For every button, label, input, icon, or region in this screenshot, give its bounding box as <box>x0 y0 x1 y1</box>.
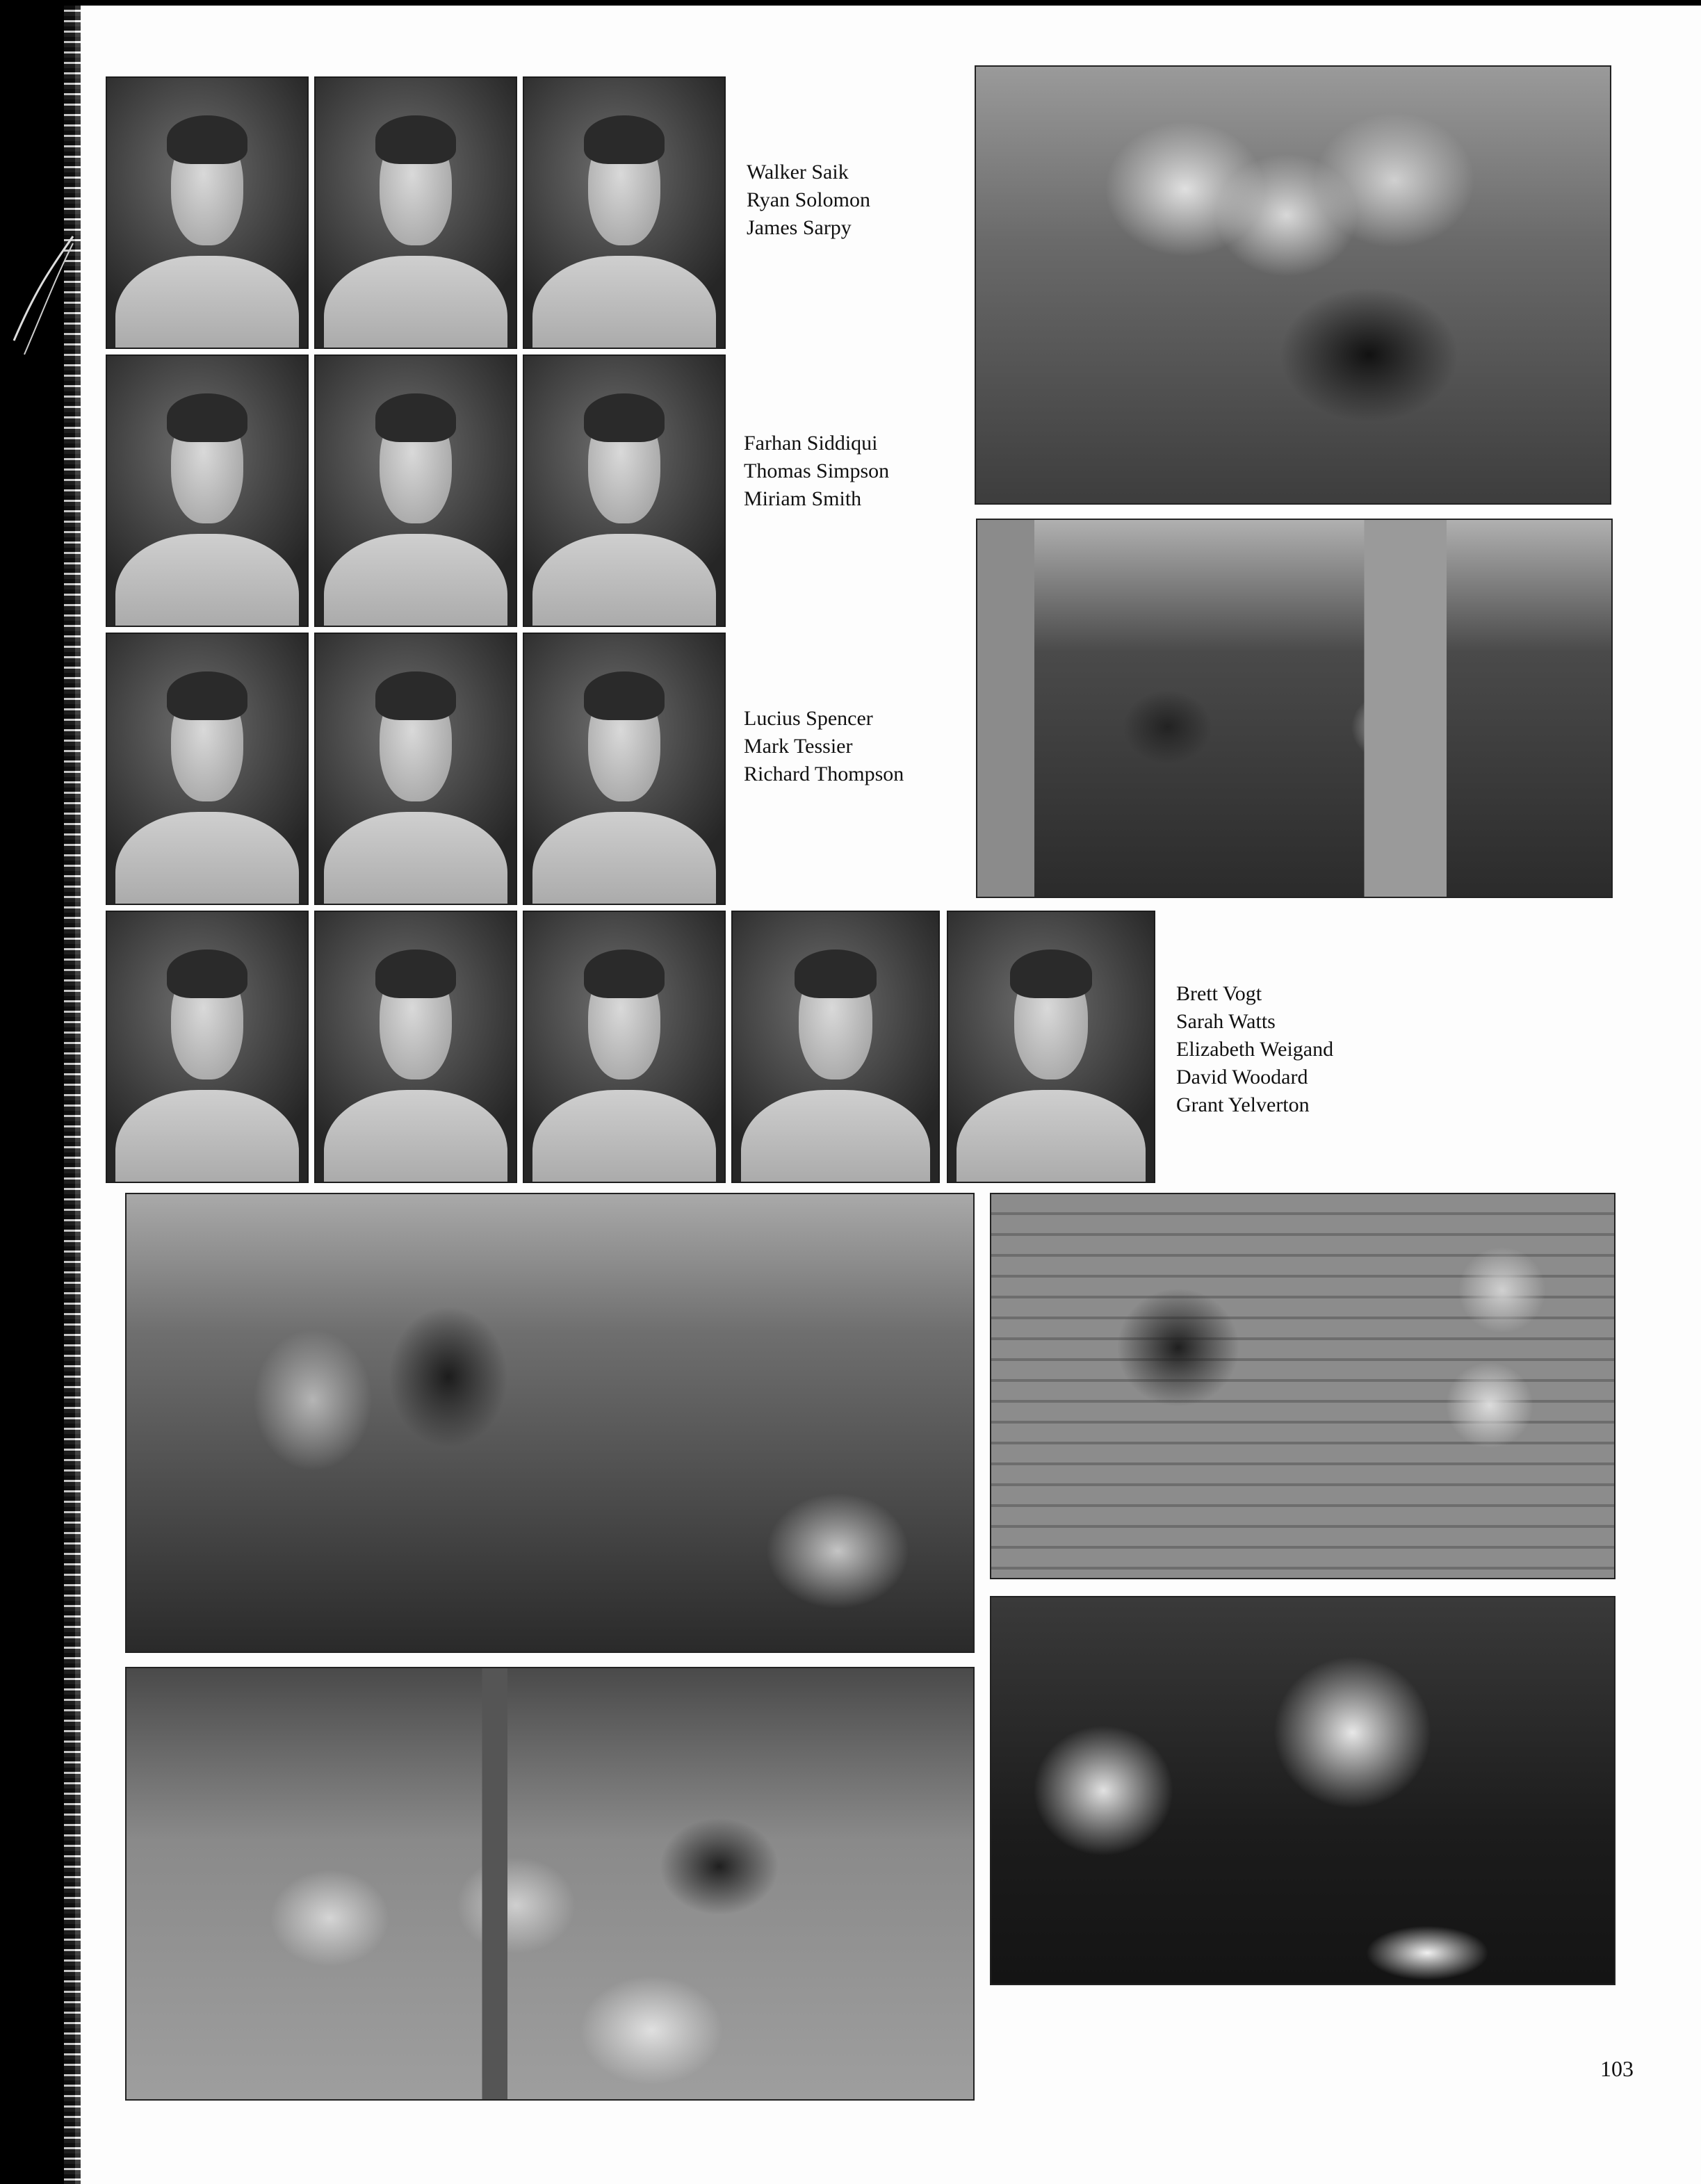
names-row-3 <box>744 705 904 788</box>
student-name: Lucius Spencer <box>744 707 873 730</box>
photo-two-girls-smiling <box>990 1596 1615 1985</box>
student-name: Thomas Simpson <box>744 459 890 482</box>
portrait-walker-saik <box>106 76 309 349</box>
portrait-grant-yelverton <box>947 911 1155 1183</box>
student-name: Sarah Watts <box>1176 1010 1276 1033</box>
photo-students-against-brick-wall <box>990 1193 1615 1579</box>
page-number: 103 <box>1600 2056 1634 2081</box>
photo-students-talking-courtyard <box>125 1193 975 1653</box>
portrait-miriam-smith <box>523 355 726 627</box>
portrait-brett-vogt <box>106 911 309 1183</box>
portrait-elizabeth-weigand <box>523 911 726 1183</box>
student-name: Miriam Smith <box>744 487 862 510</box>
portrait-james-sarpy <box>523 76 726 349</box>
photo-students-by-brick-pillar <box>976 519 1613 898</box>
portrait-ryan-solomon <box>314 76 517 349</box>
student-name: James Sarpy <box>747 216 852 239</box>
student-name: Grant Yelverton <box>1176 1093 1310 1116</box>
portrait-david-woodard <box>731 911 940 1183</box>
portrait-sarah-watts <box>314 911 517 1183</box>
names-row-2 <box>744 430 889 513</box>
student-name: Mark Tessier <box>744 735 853 758</box>
student-name: Walker Saik <box>747 161 849 184</box>
photo-golf-cart-cheerleaders <box>975 65 1611 505</box>
student-name: David Woodard <box>1176 1066 1308 1089</box>
student-name: Brett Vogt <box>1176 982 1262 1005</box>
portrait-richard-thompson <box>523 633 726 905</box>
names-row-4 <box>1176 980 1333 1119</box>
student-name: Richard Thompson <box>744 763 904 785</box>
portrait-farhan-siddiqui <box>106 355 309 627</box>
student-name: Ryan Solomon <box>747 188 870 211</box>
portrait-thomas-simpson <box>314 355 517 627</box>
portrait-lucius-spencer <box>106 633 309 905</box>
student-name: Elizabeth Weigand <box>1176 1038 1334 1061</box>
names-row-1 <box>747 158 870 242</box>
student-name: Farhan Siddiqui <box>744 432 878 455</box>
photo-students-sitting-on-lawn <box>125 1667 975 2101</box>
portrait-mark-tessier <box>314 633 517 905</box>
binding-thread <box>7 229 76 368</box>
